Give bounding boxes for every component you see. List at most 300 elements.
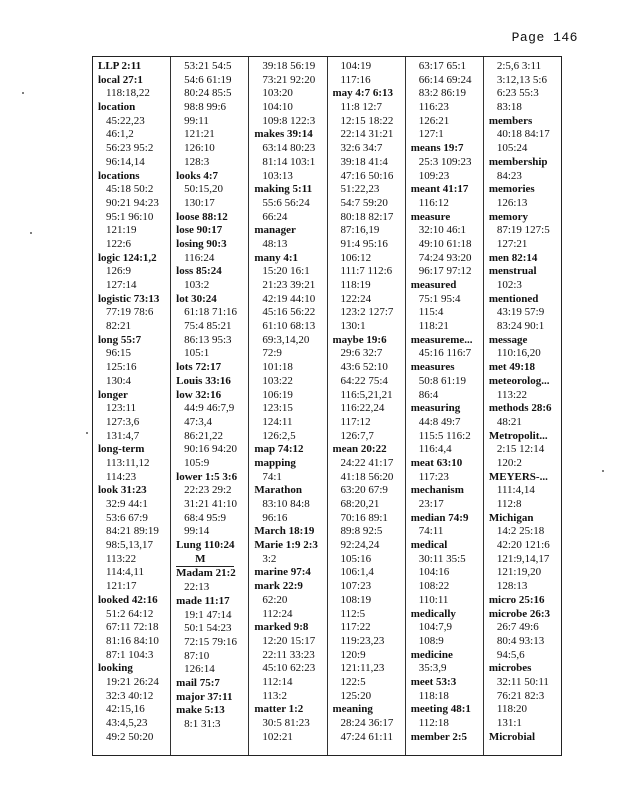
index-reference: 116:12 [418, 196, 449, 209]
word-index-table [92, 56, 562, 756]
index-reference: 51:2 64:12 [106, 607, 154, 620]
index-reference: 3:12,13 5:6 [496, 73, 547, 86]
index-term: mechanism [410, 484, 464, 497]
index-term: met 49:18 [488, 361, 535, 374]
index-term: men 82:14 [488, 251, 538, 264]
index-reference: 103:20 [262, 87, 293, 100]
index-term: members [488, 114, 533, 127]
index-reference: 130:1 [340, 320, 366, 333]
index-reference: 63:17 65:1 [418, 60, 467, 72]
index-reference: 53:21 54:5 [184, 60, 232, 72]
index-reference: 112:14 [262, 675, 293, 688]
index-term: microbe 26:3 [488, 607, 551, 620]
index-reference: 110:11 [418, 593, 449, 606]
index-reference: 15:20 16:1 [262, 265, 310, 278]
index-reference: 45:18 50:2 [106, 183, 154, 196]
index-reference: 26:7 49:6 [496, 621, 539, 634]
index-term: Madam 21:2 [176, 567, 236, 580]
index-reference: 95:1 96:10 [106, 210, 154, 223]
index-reference: 113:2 [262, 689, 287, 702]
index-reference: 116:5,21,21 [340, 388, 393, 401]
index-reference: 46:1,2 [106, 128, 134, 141]
index-reference: 50:1 54:23 [184, 622, 232, 635]
index-term: maybe 19:6 [332, 333, 387, 346]
index-reference: 47:24 61:11 [340, 730, 393, 743]
index-reference: 112:8 [496, 498, 522, 510]
index-reference: 12:15 18:22 [340, 114, 394, 127]
index-reference: 44:9 46:7,9 [184, 402, 235, 415]
index-reference: 113:22 [106, 552, 137, 565]
index-term: meaning [332, 703, 373, 716]
index-reference: 42:15,16 [106, 703, 145, 716]
index-term: menstrual [488, 265, 537, 278]
index-reference: 96:15 [106, 347, 132, 360]
index-term: major 37:11 [176, 690, 233, 703]
index-term: measure [410, 210, 451, 223]
index-term: median 74:9 [410, 511, 469, 524]
scan-speck [86, 432, 88, 434]
index-reference: 86:13 95:3 [184, 333, 232, 346]
index-reference: 30:5 81:23 [262, 717, 310, 729]
index-term: marked 9:8 [254, 621, 309, 634]
index-reference: 130:17 [184, 196, 215, 209]
index-reference: 62:20 [262, 593, 288, 606]
index-reference: 106:19 [262, 388, 293, 401]
index-reference: 22:23 29:2 [184, 484, 232, 497]
index-reference: 74:1 [262, 470, 282, 483]
index-column [327, 57, 405, 755]
index-term: local 27:1 [98, 73, 143, 86]
index-reference: 6:23 55:3 [496, 87, 539, 100]
index-reference: 22:14 31:21 [340, 128, 394, 141]
index-reference: 19:1 47:14 [184, 608, 232, 621]
index-reference: 118:18,22 [106, 87, 150, 100]
index-reference: 106:1,4 [340, 566, 374, 579]
index-reference: 43:19 57:9 [496, 306, 545, 319]
index-reference: 31:21 41:10 [184, 498, 238, 510]
index-reference: 24:22 41:17 [340, 456, 394, 469]
index-reference: 117:16 [340, 73, 371, 86]
index-reference: 23:17 [418, 498, 444, 510]
index-reference: 22:11 33:23 [262, 648, 315, 661]
index-reference: 80:4 93:13 [496, 634, 545, 647]
index-term: mark 22:9 [254, 580, 303, 593]
index-reference: 126:10 [184, 142, 215, 155]
index-column [248, 57, 326, 755]
index-reference: 30:11 35:5 [418, 552, 466, 565]
index-term: looking [98, 662, 133, 675]
index-term: measures [410, 361, 455, 374]
index-reference: 128:3 [184, 155, 210, 168]
index-reference: 122:6 [106, 237, 132, 250]
index-reference: 25:3 109:23 [418, 155, 472, 168]
index-reference: 126:13 [496, 196, 528, 209]
index-reference: 126:14 [184, 663, 215, 676]
index-reference: 77:19 78:6 [106, 306, 154, 319]
index-reference: 98:5,13,17 [106, 539, 154, 552]
index-reference: 12:20 15:17 [262, 634, 316, 647]
index-reference: 113:11,12 [106, 456, 150, 469]
index-reference: 50:8 61:19 [418, 374, 467, 387]
index-term: logic 124:1,2 [98, 251, 157, 264]
index-reference: 83:10 84:8 [262, 498, 310, 510]
index-reference: 14:2 25:18 [496, 525, 545, 538]
index-reference: 96:17 97:12 [418, 265, 472, 278]
index-reference: 127:14 [106, 279, 137, 291]
index-reference: 105:9 [184, 456, 210, 469]
index-reference: 11:8 12:7 [340, 101, 382, 114]
index-term: lot 30:24 [176, 292, 217, 305]
index-reference: 51:22,23 [340, 183, 380, 196]
index-term: memories [488, 183, 535, 196]
index-term: mean 20:22 [332, 443, 387, 456]
index-reference: 131:1 [496, 717, 522, 729]
index-reference: 130:4 [106, 374, 132, 387]
index-term: medical [410, 539, 448, 552]
index-reference: 98:8 99:6 [184, 101, 227, 114]
index-term: memory [488, 210, 528, 223]
index-term: location [98, 101, 136, 114]
index-term: manager [254, 224, 296, 237]
index-reference: 50:15,20 [184, 183, 223, 196]
index-reference: 84:23 [496, 169, 522, 182]
index-reference: 104:10 [262, 101, 293, 114]
index-reference: 45:16 116:7 [418, 347, 472, 360]
index-reference: 86:4 [418, 388, 439, 401]
index-reference: 74:24 93:20 [418, 251, 472, 264]
index-reference: 49:2 50:20 [106, 730, 154, 743]
index-term: making 5:11 [254, 183, 313, 196]
index-reference: 29:6 32:7 [340, 347, 383, 360]
index-reference: 82:21 [106, 320, 132, 333]
index-reference: 83:24 90:1 [496, 320, 545, 333]
index-reference: 66:24 [262, 210, 288, 223]
index-reference: 123:15 [262, 402, 293, 415]
index-term: message [488, 333, 528, 346]
index-reference: 105:16 [340, 552, 372, 565]
index-reference: 64:22 75:4 [340, 374, 388, 387]
index-term: measured [410, 279, 457, 291]
index-reference: 99:14 [184, 525, 210, 538]
index-reference: 43:6 52:10 [340, 361, 388, 374]
index-reference: 112:5 [340, 607, 366, 620]
index-term: membership [488, 155, 548, 168]
index-term: microbes [488, 662, 532, 675]
index-term: matter 1:2 [254, 703, 304, 716]
index-reference: 32:6 34:7 [340, 142, 383, 155]
index-reference: 105:24 [496, 142, 528, 155]
index-term: loss 85:24 [176, 265, 222, 278]
index-reference: 72:15 79:16 [184, 635, 238, 648]
index-reference: 111:4,14 [496, 484, 535, 497]
index-reference: 125:20 [340, 689, 372, 702]
index-reference: 104:7,9 [418, 621, 452, 634]
index-reference: 87:19 127:5 [496, 224, 550, 237]
index-term: map 74:12 [254, 443, 304, 456]
index-term: long 55:7 [98, 333, 142, 346]
index-reference: 74:11 [418, 525, 444, 538]
index-reference: 55:6 56:24 [262, 196, 310, 209]
index-term: lower 1:5 3:6 [176, 470, 238, 483]
index-term: mapping [254, 456, 296, 469]
index-reference: 126:9 [106, 265, 132, 278]
index-term: look 31:23 [98, 484, 147, 497]
index-reference: 2:5,6 3:11 [496, 60, 542, 72]
index-term: Metropolit... [488, 429, 548, 442]
section-letter: M [176, 553, 234, 568]
index-reference: 75:1 95:4 [418, 292, 461, 305]
index-term: mail 75:7 [176, 676, 220, 689]
index-reference: 2:15 12:14 [496, 443, 545, 456]
index-term: meteorolog... [488, 374, 550, 387]
index-reference: 121:21 [184, 128, 215, 141]
index-reference: 49:10 61:18 [418, 237, 472, 250]
index-term: looked 42:16 [98, 593, 158, 606]
index-reference: 76:21 82:3 [496, 689, 545, 702]
index-reference: 114:23 [106, 470, 137, 483]
index-reference: 45:16 56:22 [262, 306, 316, 319]
index-term: member 2:5 [410, 730, 467, 743]
index-reference: 70:16 89:1 [340, 511, 388, 524]
index-term: measuring [410, 402, 461, 415]
index-reference: 131:4,7 [106, 429, 140, 442]
index-reference: 99:11 [184, 114, 209, 127]
index-reference: 89:8 92:5 [340, 525, 383, 538]
index-reference: 127:1 [418, 128, 444, 141]
index-reference: 116:23 [418, 101, 449, 114]
index-term: logistic 73:13 [98, 292, 160, 305]
index-reference: 66:14 69:24 [418, 73, 472, 86]
index-term: measureme... [410, 333, 473, 346]
index-reference: 116:4,4 [418, 443, 452, 456]
index-reference: 112:24 [262, 607, 293, 620]
index-reference: 121:9,14,17 [496, 552, 550, 565]
index-reference: 108:9 [418, 634, 444, 647]
index-reference: 109:8 122:3 [262, 114, 316, 127]
index-reference: 115:5 116:2 [418, 429, 471, 442]
index-reference: 48:21 [496, 415, 522, 428]
index-term: longer [98, 388, 128, 401]
index-term: Michigan [488, 511, 534, 524]
index-reference: 118:19 [340, 279, 371, 291]
index-column [405, 57, 483, 755]
index-reference: 32:11 50:11 [496, 675, 549, 688]
index-term: Microbial [488, 730, 536, 743]
index-reference: 120:9 [340, 648, 366, 661]
index-reference: 117:22 [340, 621, 371, 634]
index-reference: 102:3 [496, 279, 522, 291]
index-reference: 108:22 [418, 580, 450, 593]
index-reference: 126:2,5 [262, 429, 296, 442]
index-reference: 53:6 67:9 [106, 511, 148, 524]
index-reference: 124:11 [262, 415, 293, 428]
index-term: medically [410, 607, 456, 620]
index-reference: 68:20,21 [340, 498, 380, 510]
index-reference: 92:24,24 [340, 539, 380, 552]
index-reference: 102:21 [262, 730, 293, 743]
index-reference: 67:11 72:18 [106, 621, 159, 634]
index-reference: 121:17 [106, 580, 137, 593]
index-reference: 73:21 92:20 [262, 73, 316, 86]
index-reference: 117:23 [418, 470, 449, 483]
index-reference: 87:10 [184, 649, 210, 662]
index-reference: 115:4 [418, 306, 444, 319]
index-reference: 119:23,23 [340, 634, 385, 647]
index-term: means 19:7 [410, 142, 464, 155]
index-term: mentioned [488, 292, 539, 305]
index-reference: 113:22 [496, 388, 528, 401]
index-reference: 101:18 [262, 361, 293, 374]
index-reference: 63:14 80:23 [262, 142, 316, 155]
index-reference: 83:2 86:19 [418, 87, 467, 100]
index-term: medicine [410, 648, 453, 661]
index-reference: 32:9 44:1 [106, 498, 148, 510]
index-reference: 105:1 [184, 347, 210, 360]
index-reference: 103:22 [262, 374, 293, 387]
index-reference: 8:1 31:3 [184, 718, 221, 730]
index-reference: 42:19 44:10 [262, 292, 316, 305]
index-reference: 28:24 36:17 [340, 717, 394, 729]
scan-speck [22, 92, 24, 94]
index-reference: 72:9 [262, 347, 282, 360]
index-term: made 11:17 [176, 594, 230, 607]
index-term: meet 53:3 [410, 675, 457, 688]
index-reference: 61:10 68:13 [262, 320, 316, 333]
index-reference: 81:14 103:1 [262, 155, 316, 168]
index-term: low 32:16 [176, 388, 222, 401]
index-reference: 123:11 [106, 402, 137, 415]
index-term: make 5:13 [176, 704, 225, 717]
index-reference: 121:11,23 [340, 662, 385, 675]
page-number: Page 146 [511, 30, 578, 45]
index-term: lots 72:17 [176, 361, 222, 374]
index-column [483, 57, 561, 755]
index-term: many 4:1 [254, 251, 299, 264]
index-term: losing 90:3 [176, 237, 227, 250]
index-reference: 32:10 46:1 [418, 224, 467, 237]
index-reference: 32:3 40:12 [106, 689, 154, 702]
index-reference: 121:19,20 [496, 566, 542, 579]
index-reference: 42:20 121:6 [496, 539, 550, 552]
index-term: micro 25:16 [488, 593, 545, 606]
index-reference: 45:10 62:23 [262, 662, 316, 675]
index-reference: 54:7 59:20 [340, 196, 388, 209]
index-reference: 45:22,23 [106, 114, 145, 127]
index-reference: 22:13 [184, 581, 210, 594]
index-reference: 48:13 [262, 237, 288, 250]
index-reference: 61:18 71:16 [184, 306, 238, 319]
index-term: meeting 48:1 [410, 703, 471, 716]
index-reference: 21:23 39:21 [262, 279, 316, 291]
index-reference: 80:24 85:5 [184, 87, 232, 100]
index-reference: 47:3,4 [184, 415, 212, 428]
index-reference: 106:12 [340, 251, 372, 264]
index-reference: 114:4,11 [106, 566, 144, 579]
index-reference: 116:24 [184, 251, 215, 264]
index-reference: 39:18 41:4 [340, 155, 388, 168]
index-reference: 122:24 [340, 292, 372, 305]
index-reference: 84:21 89:19 [106, 525, 159, 538]
index-reference: 47:16 50:16 [340, 169, 394, 182]
index-term: long-term [98, 443, 145, 456]
index-term: meat 63:10 [410, 456, 463, 469]
index-reference: 112:18 [418, 717, 449, 729]
index-reference: 40:18 84:17 [496, 128, 550, 141]
index-term: locations [98, 169, 140, 182]
index-term: marine 97:4 [254, 566, 311, 579]
index-term: lose 90:17 [176, 224, 223, 237]
index-reference: 80:18 82:17 [340, 210, 394, 223]
index-reference: 110:16,20 [496, 347, 541, 360]
index-reference: 43:4,5,23 [106, 717, 148, 729]
index-reference: 41:18 56:20 [340, 470, 394, 483]
index-reference: 63:20 67:9 [340, 484, 388, 497]
index-reference: 3:2 [262, 552, 277, 565]
index-reference: 108:19 [340, 593, 372, 606]
index-reference: 91:4 95:16 [340, 237, 388, 250]
index-reference: 126:21 [418, 114, 450, 127]
index-reference: 127:21 [496, 237, 528, 250]
index-term: methods 28:6 [488, 402, 552, 415]
index-reference: 83:18 [496, 101, 522, 114]
index-term: looks 4:7 [176, 169, 219, 182]
index-term: Marathon [254, 484, 303, 497]
index-reference: 128:13 [496, 580, 528, 593]
index-reference: 103:2 [184, 279, 210, 291]
index-reference: 122:5 [340, 675, 366, 688]
index-reference: 56:23 95:2 [106, 142, 154, 155]
index-reference: 111:7 112:6 [340, 265, 393, 278]
index-reference: 120:2 [496, 456, 522, 469]
index-reference: 35:3,9 [418, 662, 447, 675]
index-reference: 104:16 [418, 566, 450, 579]
index-reference: 118:18 [418, 689, 449, 702]
index-reference: 96:14,14 [106, 155, 145, 168]
index-reference: 39:18 56:19 [262, 60, 316, 72]
index-term: loose 88:12 [176, 210, 228, 223]
index-reference: 96:16 [262, 511, 288, 524]
index-term: Lung 110:24 [176, 539, 235, 552]
index-reference: 19:21 26:24 [106, 675, 159, 688]
index-reference: 118:20 [496, 703, 528, 716]
scan-speck [30, 232, 32, 234]
index-reference: 127:3,6 [106, 415, 140, 428]
index-reference: 103:13 [262, 169, 293, 182]
index-reference: 69:3,14,20 [262, 333, 310, 346]
index-reference: 121:19 [106, 224, 137, 237]
index-reference: 118:21 [418, 320, 449, 333]
index-reference: 87:16,19 [340, 224, 380, 237]
index-term: March 18:19 [254, 525, 315, 538]
index-reference: 104:19 [340, 60, 372, 72]
index-column [93, 57, 170, 755]
index-reference: 75:4 85:21 [184, 320, 232, 333]
index-term: may 4:7 6:13 [332, 87, 394, 100]
index-term: Marie 1:9 2:3 [254, 539, 318, 552]
index-term: makes 39:14 [254, 128, 313, 141]
index-reference: 87:1 104:3 [106, 648, 154, 661]
index-reference: 125:16 [106, 361, 137, 374]
index-reference: 116:22,24 [340, 402, 385, 415]
index-term: Louis 33:16 [176, 374, 231, 387]
scan-speck [602, 470, 604, 472]
index-term: LLP 2:11 [98, 60, 142, 72]
index-term: meant 41:17 [410, 183, 469, 196]
index-reference: 90:16 94:20 [184, 443, 238, 456]
index-reference: 109:23 [418, 169, 450, 182]
index-reference: 54:6 61:19 [184, 73, 232, 86]
index-reference: 94:5,6 [496, 648, 525, 661]
